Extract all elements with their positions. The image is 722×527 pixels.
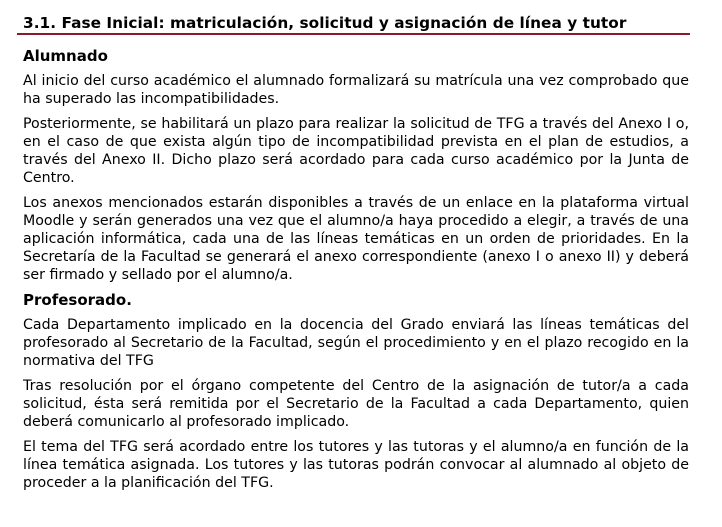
profesorado-paragraph-1: Cada Departamento implicado en la docencia del Grado enviará las líneas temáticas del profesorado al Secretario de la Facultad, según el procedimiento y en el plazo recogido en la normativa del TFG (23, 317, 689, 369)
document-page (23, 12, 689, 492)
alumnado-paragraph-1: Al inicio del curso académico el alumnado formalizará su matrícula una vez comprobado que ha superado las incompatibilidades. (23, 73, 689, 107)
section-title: 3.1. Fase Inicial: matriculación, solicitud y asignación de línea y tutor (23, 14, 627, 32)
alumnado-paragraph-3: Los anexos mencionados estarán disponibles a través de un enlace en la plataforma virtual Moodle y serán generados una vez que el alumno/a haya procedido a elegir, a través de una aplicación informática, cada una de las líneas temáticas en un orden de prioridades. En la Secretaría de la Facultad se generará el anexo correspondiente (anexo I o anexo II) y deberá ser firmado y sellado por el alumno/a. (23, 195, 689, 283)
profesorado-paragraph-3: El tema del TFG será acordado entre los tutores y las tutoras y el alumno/a en función de la línea temática asignada. Los tutores y las tutoras podrán convocar al alumnado al objeto de proceder a la planificación del TFG. (23, 439, 689, 491)
profesorado-heading: Profesorado. (23, 291, 132, 309)
alumnado-heading: Alumnado (23, 47, 108, 65)
alumnado-paragraph-2: Posteriormente, se habilitará un plazo para realizar la solicitud de TFG a través del Anexo I o, en el caso de que exista algún tipo de incompatibilidad prevista en el plan de estudios, a través del Anexo II. Dicho plazo será acordado para cada curso académico por la Junta de Centro. (23, 116, 689, 186)
profesorado-paragraph-2: Tras resolución por el órgano competente del Centro de la asignación de tutor/a a cada solicitud, ésta será remitida por el Secretario de la Facultad a cada Departamento, quien deberá comunicarlo al profesorado implicado. (23, 378, 689, 430)
